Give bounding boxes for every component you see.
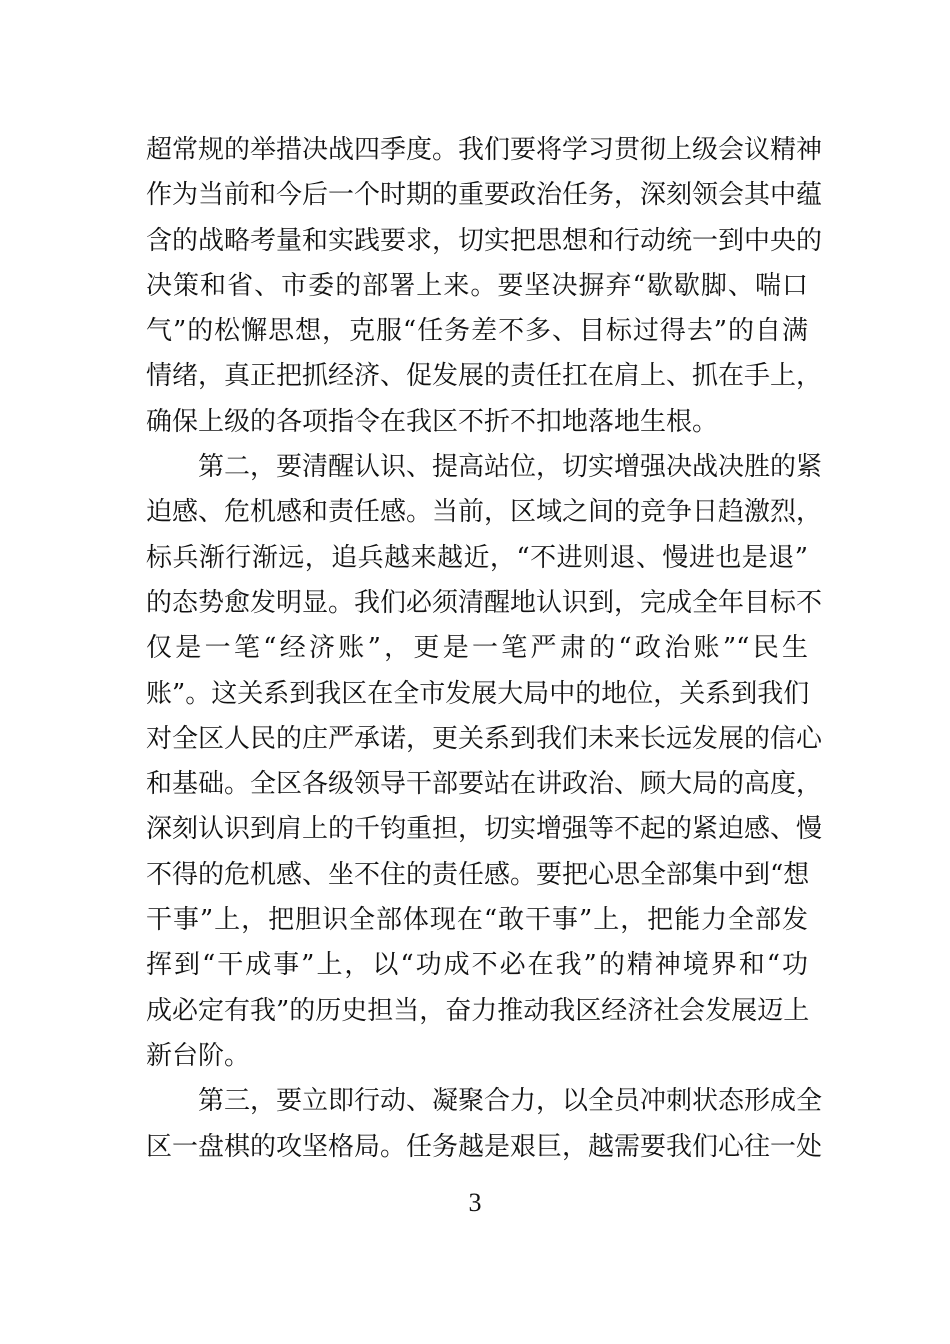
text-line: 成必定有我”的历史担当，奋力推动我区经济社会发展迈上: [146, 995, 810, 1026]
text-line: 仅是一笔“经济账”，更是一笔严肃的“政治账”“民生: [146, 633, 808, 664]
text-line: 和基础。全区各级领导干部要站在讲政治、顾大局的高度，: [146, 769, 823, 800]
text-line: 挥到“干成事”上，以“功成不必在我”的精神境界和“功: [146, 950, 808, 981]
page-number: 3: [468, 1188, 482, 1217]
text-line: 不得的危机感、坐不住的责任感。要把心思全部集中到“想: [146, 859, 810, 890]
text-line: 含的战略考量和实践要求，切实把思想和行动统一到中央的: [146, 225, 823, 256]
paragraph-3: [146, 1079, 823, 1170]
paragraph-2: [146, 445, 823, 1079]
text-line: 干事”上，把胆识全部体现在“敢干事”上，把能力全部发: [146, 905, 808, 936]
text-line: 第二，要清醒认识、提高站位，切实增强决战决胜的紧: [198, 452, 823, 483]
text-line: 气”的松懈思想，克服“任务差不多、目标过得去”的自满: [146, 316, 808, 347]
text-line: 区一盘棋的攻坚格局。任务越是艰巨，越需要我们心往一处: [146, 1131, 823, 1162]
body-text: [146, 128, 823, 1170]
text-line: 账”。这关系到我区在全市发展大局中的地位，关系到我们: [146, 678, 810, 709]
text-line: 的态势愈发明显。我们必须清醒地认识到，完成全年目标不: [146, 587, 823, 618]
text-line: 新台阶。: [146, 1040, 251, 1071]
text-line: 决策和省、市委的部署上来。要坚决摒弃“歇歇脚、喘口: [146, 270, 808, 301]
text-line: 超常规的举措决战四季度。我们要将学习贯彻上级会议精神: [146, 135, 823, 165]
text-line: 作为当前和今后一个时期的重要政治任务，深刻领会其中蕴: [146, 180, 823, 211]
text-line: 迫感、危机感和责任感。当前，区域之间的竞争日趋激烈，: [146, 497, 823, 528]
text-line: 确保上级的各项指令在我区不折不扣地落地生根。: [146, 406, 719, 437]
text-line: 第三，要立即行动、凝聚合力，以全员冲刺状态形成全: [198, 1086, 823, 1117]
text-line: 情绪，真正把抓经济、促发展的责任扛在肩上、抓在手上，: [146, 361, 823, 392]
text-line: 标兵渐行渐远，追兵越来越近，“不进则退、慢进也是退”: [146, 542, 808, 573]
text-line: 对全区人民的庄严承诺，更关系到我们未来长远发展的信心: [146, 723, 823, 754]
paragraph-1: [146, 128, 823, 445]
text-line: 深刻认识到肩上的千钧重担，切实增强等不起的紧迫感、慢: [146, 814, 823, 845]
